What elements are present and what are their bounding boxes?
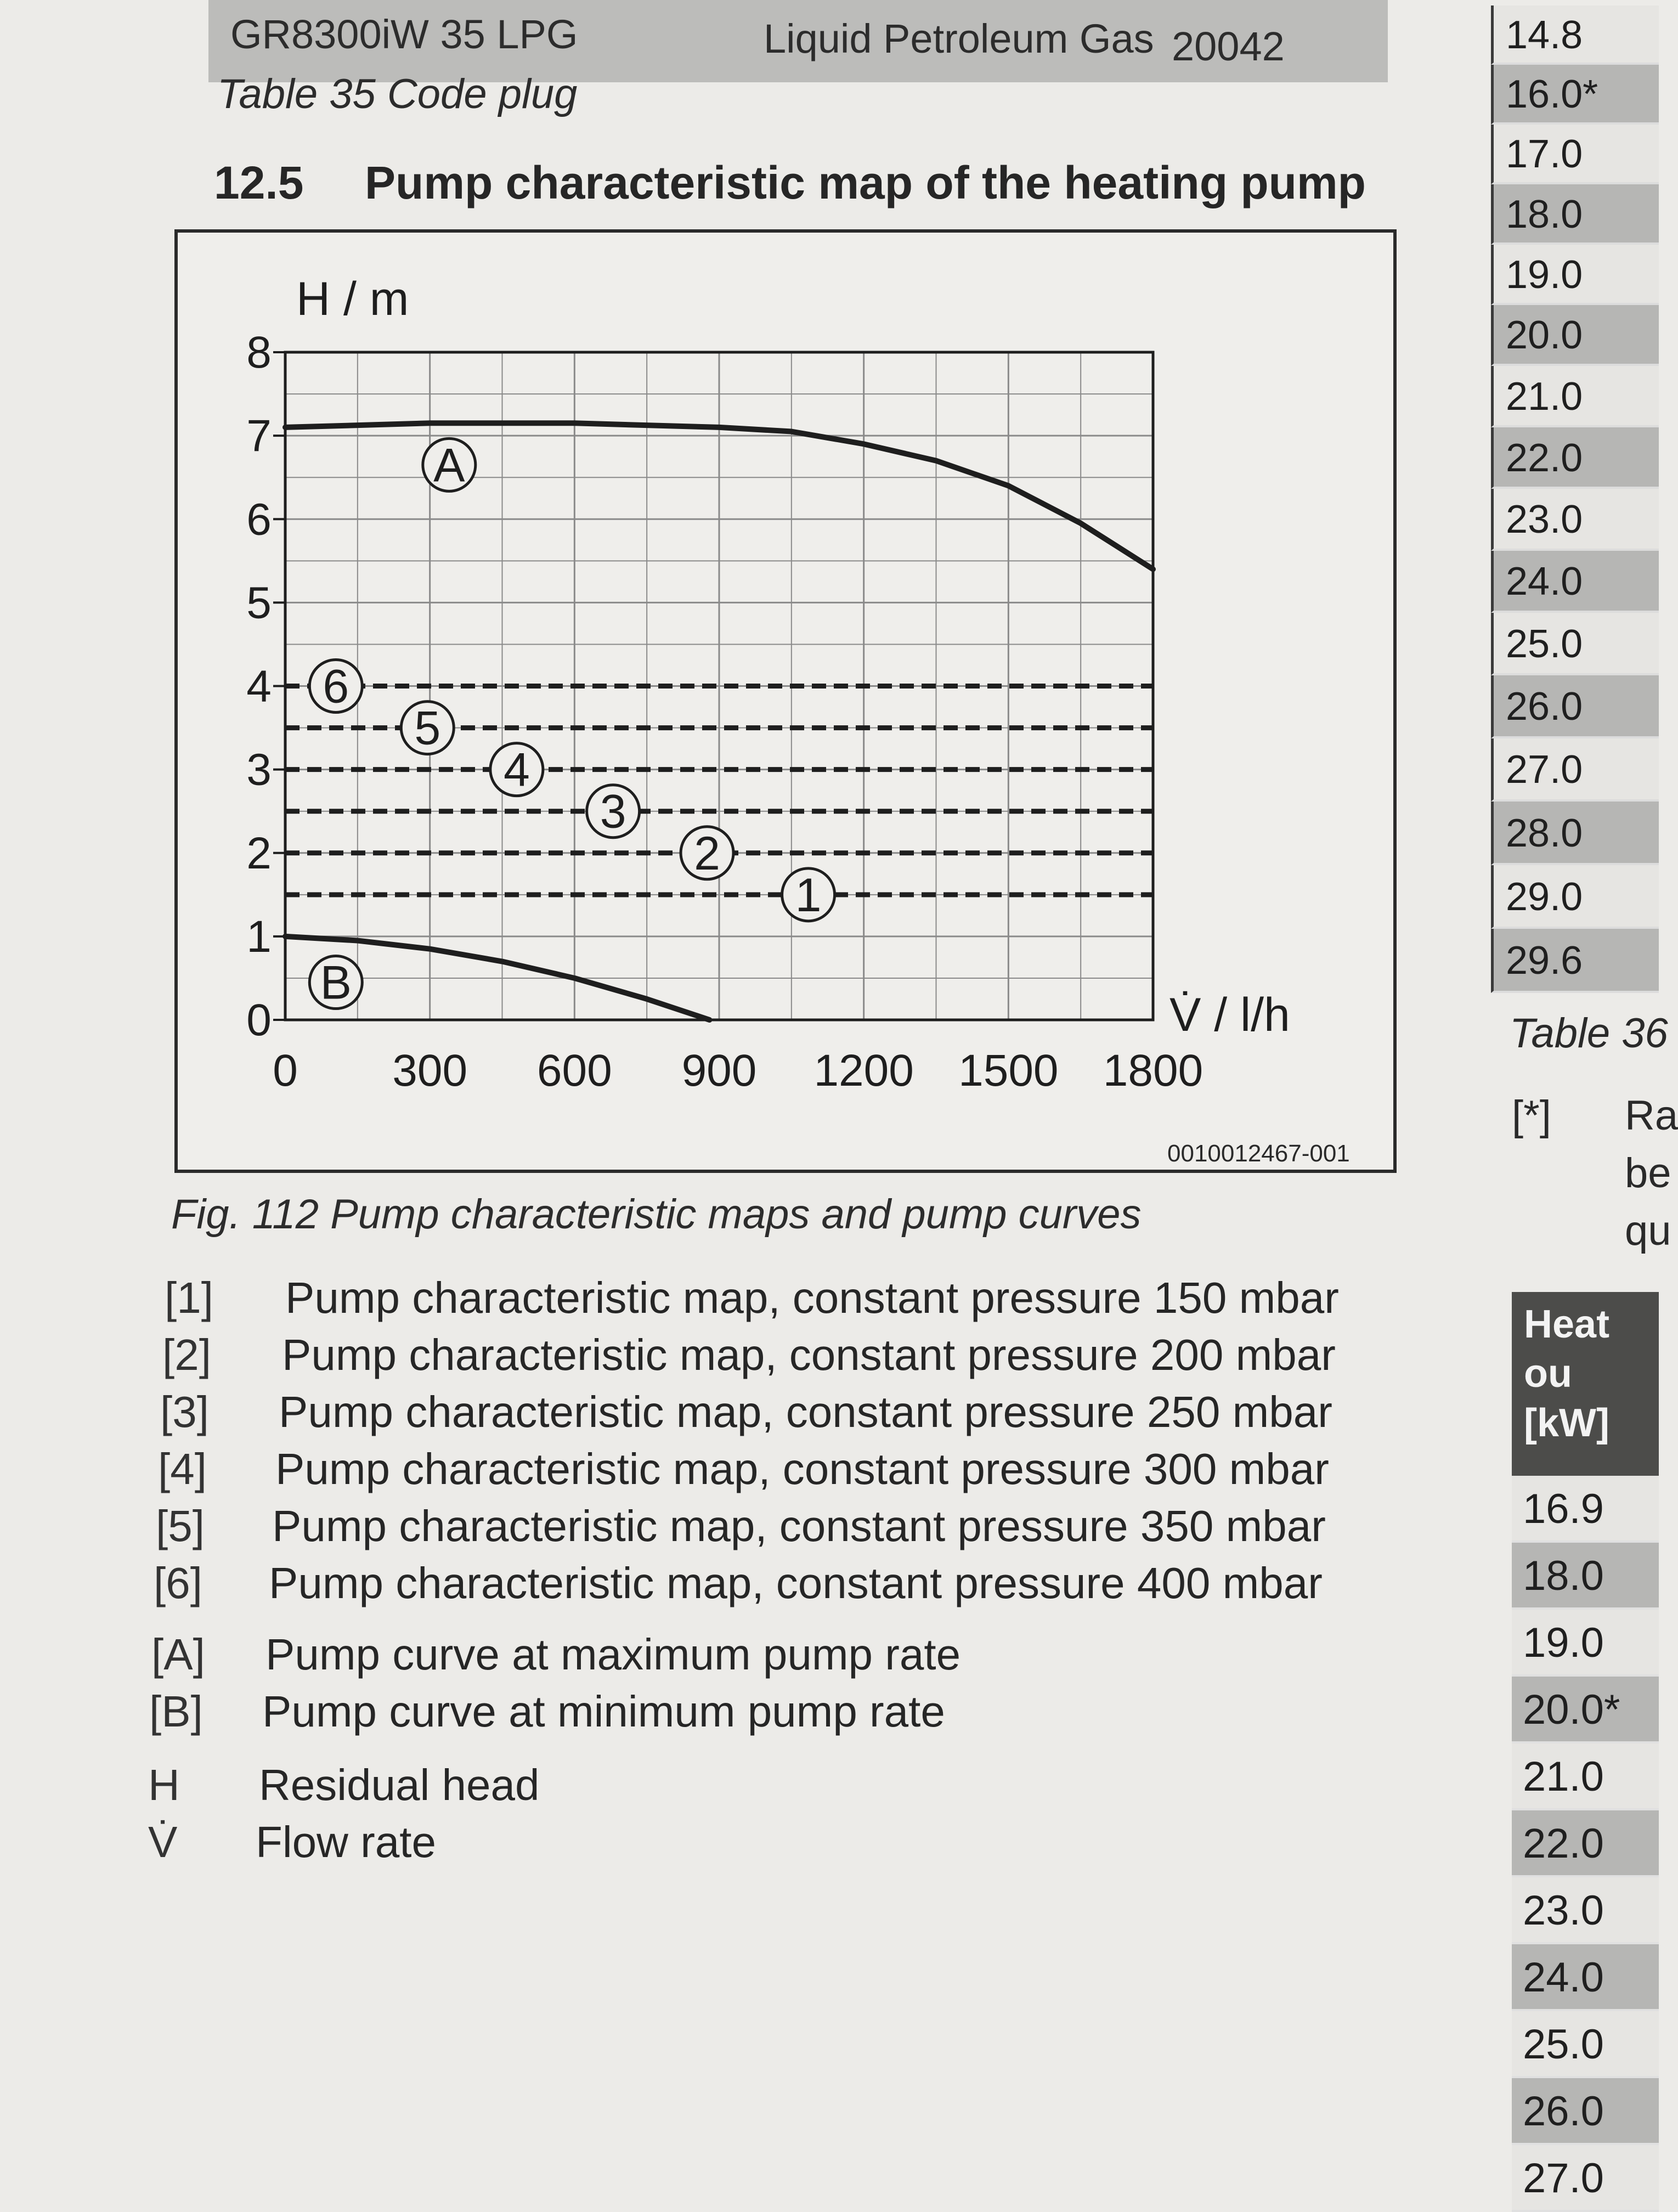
marker-label-2: 2 — [694, 827, 720, 880]
code-cell: 20042 — [1172, 24, 1285, 69]
right-table-cell: 16.0* — [1491, 65, 1659, 125]
heat-table-cell: 23.0 — [1512, 1877, 1659, 1944]
x-tick-label: 1200 — [813, 1046, 914, 1096]
legend-text: Pump characteristic map, constant pressure 300 mbar — [275, 1444, 1329, 1493]
marker-label-B: B — [320, 956, 352, 1009]
heat-table-cell: 22.0 — [1512, 1810, 1659, 1877]
marker-label-5: 5 — [414, 702, 441, 755]
legend-key: H — [148, 1760, 180, 1809]
right-table-cell: 21.0 — [1491, 366, 1659, 427]
table-36-caption: Table 36 — [1510, 1010, 1668, 1057]
right-table-cell: 25.0 — [1491, 613, 1659, 675]
heat-output-label: Heat ou — [1524, 1302, 1610, 1396]
gas-cell: Liquid Petroleum Gas — [764, 16, 1154, 61]
marker-label-6: 6 — [323, 660, 349, 713]
heat-table-cell: 19.0 — [1512, 1610, 1659, 1677]
heat-table-cell: 20.0* — [1512, 1677, 1659, 1743]
marker-label-3: 3 — [600, 785, 626, 838]
figure-code: 0010012467-001 — [1167, 1140, 1350, 1167]
right-table-cell: 26.0 — [1491, 675, 1659, 738]
heat-table-cell: 26.0 — [1512, 2078, 1659, 2145]
legend-text: Residual head — [259, 1760, 540, 1809]
right-table-cell: 23.0 — [1491, 489, 1659, 551]
x-tick-label: 0 — [273, 1046, 298, 1096]
right-table-cell: 14.8 — [1491, 5, 1659, 65]
footnote-key: [*] — [1512, 1092, 1551, 1139]
heat-table-cell: 24.0 — [1512, 1944, 1659, 2011]
legend-key: [6] — [154, 1559, 202, 1607]
y-tick-label: 4 — [246, 661, 272, 712]
x-tick-label: 900 — [681, 1046, 757, 1096]
y-axis-label: H / m — [296, 273, 409, 325]
right-table-cell: 29.0 — [1491, 865, 1659, 929]
section-title: Pump characteristic map of the heating pump — [365, 157, 1366, 208]
section-number: 12.5 — [214, 157, 304, 208]
table-35-caption: Table 35 Code plug — [217, 71, 578, 117]
heat-table-cell: 21.0 — [1512, 1743, 1659, 1810]
legend-key: [B] — [149, 1687, 203, 1736]
legend-text: Pump curve at minimum pump rate — [262, 1687, 945, 1736]
heat-table-cell: 18.0 — [1512, 1543, 1659, 1610]
footnote-fragment: qu — [1625, 1207, 1671, 1254]
footnote-fragment: Ra — [1625, 1092, 1678, 1139]
heat-output-header — [1512, 1292, 1659, 1476]
y-tick-label: 1 — [246, 911, 272, 962]
pump-characteristic-chart — [178, 233, 1393, 1170]
right-table-cell: 22.0 — [1491, 427, 1659, 489]
y-tick-label: 6 — [246, 494, 272, 545]
right-table-cell: 29.6 — [1491, 929, 1659, 993]
y-tick-label: 3 — [246, 744, 272, 795]
right-table-cell: 17.0 — [1491, 125, 1659, 184]
right-table-cell: 20.0 — [1491, 305, 1659, 366]
legend-key: [5] — [156, 1502, 205, 1550]
heat-table-cell: 27.0 — [1512, 2145, 1659, 2212]
x-tick-label: 600 — [536, 1046, 612, 1096]
y-tick-label: 8 — [246, 328, 272, 377]
right-table-cell: 28.0 — [1491, 802, 1659, 865]
right-table-cell: 18.0 — [1491, 184, 1659, 245]
legend-text: Pump characteristic map, constant pressure 350 mbar — [272, 1502, 1326, 1550]
footnote-fragment: be — [1625, 1150, 1671, 1197]
heat-table-cell: 16.9 — [1512, 1476, 1659, 1543]
figure-frame — [174, 229, 1397, 1173]
legend-text: Pump characteristic map, constant pressure 250 mbar — [279, 1387, 1332, 1436]
right-table-cell: 19.0 — [1491, 245, 1659, 305]
legend-key: V̇ — [148, 1818, 178, 1866]
heat-table-cell: 25.0 — [1512, 2011, 1659, 2078]
y-tick-label: 2 — [246, 828, 272, 878]
legend-text: Flow rate — [256, 1818, 436, 1866]
y-tick-label: 7 — [246, 411, 272, 461]
marker-label-4: 4 — [503, 743, 530, 797]
legend-key: [3] — [160, 1387, 209, 1436]
legend-key: [A] — [151, 1630, 205, 1679]
right-table-cell: 27.0 — [1491, 738, 1659, 802]
marker-label-1: 1 — [795, 868, 822, 922]
x-tick-label: 300 — [392, 1046, 468, 1096]
model-cell: GR8300iW 35 LPG — [230, 12, 578, 57]
marker-label-A: A — [433, 439, 465, 492]
y-tick-label: 5 — [246, 578, 272, 628]
figure-caption: Fig. 112 Pump characteristic maps and pump curves — [171, 1191, 1142, 1238]
legend-text: Pump characteristic map, constant pressure 150 mbar — [285, 1273, 1339, 1322]
y-tick-label: 0 — [246, 995, 272, 1045]
legend-key: [4] — [158, 1444, 207, 1493]
x-tick-label: 1800 — [1103, 1046, 1204, 1096]
right-table-cell: 24.0 — [1491, 551, 1659, 613]
legend-text: Pump curve at maximum pump rate — [265, 1630, 961, 1679]
legend-text: Pump characteristic map, constant pressure 200 mbar — [282, 1330, 1336, 1379]
legend-key: [2] — [162, 1330, 211, 1379]
x-axis-label: V̇ / l/h — [1169, 989, 1290, 1041]
x-tick-label: 1500 — [958, 1046, 1059, 1096]
legend-key: [1] — [165, 1273, 213, 1322]
heat-output-unit: [kW] — [1524, 1401, 1609, 1445]
legend-text: Pump characteristic map, constant pressure 400 mbar — [269, 1559, 1323, 1607]
